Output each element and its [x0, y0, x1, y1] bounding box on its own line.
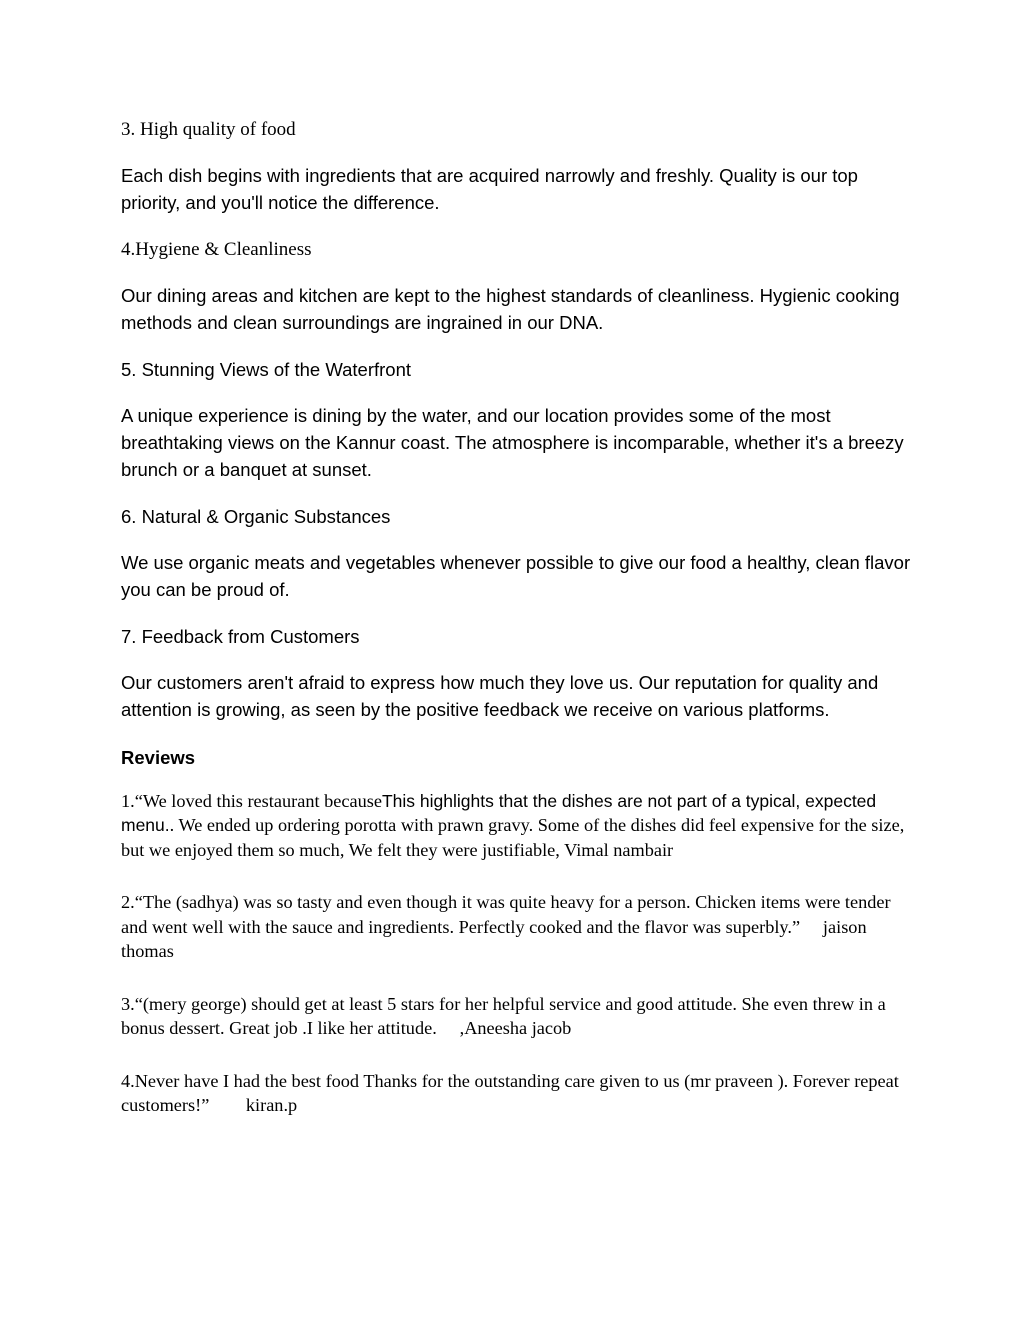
review-item: [121, 890, 921, 964]
document-page: [121, 116, 921, 1146]
section-heading-views: 5. Stunning Views of the Waterfront: [121, 359, 411, 381]
section-body-views: A unique experience is dining by the water, and our location provides some of the most breathtaking views on the Kannur coast. The atmosphere is incomparable, whether it's a breezy brunch or a banquet at sunset.: [121, 405, 904, 480]
review-text: 2.“The (sadhya) was so tasty and even though it was quite heavy for a person. Chicken items were tender and went well with the sauce and ingredients. Perfectly cooked and the flavor was superbly.”: [121, 892, 891, 937]
review-item: [121, 992, 921, 1041]
review-text: 3.“(mery george) should get at least 5 stars for her helpful service and good attitude. She even threw in a bonus dessert. Great job .I like her attitude.: [121, 993, 886, 1039]
review-author: kiran.p: [245, 1095, 298, 1116]
section-heading-quality: 3. High quality of food: [121, 119, 296, 140]
review-text-part: This highlights that the dishes are not part of a typical, expected menu.: [121, 790, 877, 836]
review-author: ,Aneesha jacob: [459, 1018, 572, 1039]
review-author: jaison thomas: [121, 916, 867, 962]
review-text-part: 1.“We loved this restaurant because: [121, 790, 382, 811]
review-text: 4.Never have I had the best food Thanks for the outstanding care given to us (mr praveen ). Forever repeat customers!”: [121, 1070, 899, 1116]
section-body-feedback: Our customers aren't afraid to express how much they love us. Our reputation for quality and attention is growing, as seen by the positive feedback we receive on various platforms.: [121, 672, 879, 720]
section-heading-hygiene: 4.Hygiene & Cleanliness: [121, 239, 312, 261]
section-body-quality: Each dish begins with ingredients that are acquired narrowly and freshly. Quality is our top priority, and you'll notice the difference.: [121, 165, 858, 213]
reviews-heading: Reviews: [121, 746, 196, 768]
section-body-organic: We use organic meats and vegetables whenever possible to give our food a healthy, clean flavor you can be proud of.: [121, 552, 911, 600]
review-item: [121, 1069, 921, 1118]
review-item: [121, 789, 921, 863]
review-text-part: . We ended up ordering porotta with prawn gravy. Some of the dishes did feel expensive for the size, but we enjoyed them so much, We felt they were justifiable, Vimal nambair: [121, 815, 905, 860]
section-body-hygiene: Our dining areas and kitchen are kept to the highest standards of cleanliness. Hygienic cooking methods and clean surroundings are ingrained in our DNA.: [121, 285, 900, 333]
section-heading-organic: 6. Natural & Organic Substances: [121, 506, 391, 528]
section-heading-feedback: 7. Feedback from Customers: [121, 626, 360, 648]
